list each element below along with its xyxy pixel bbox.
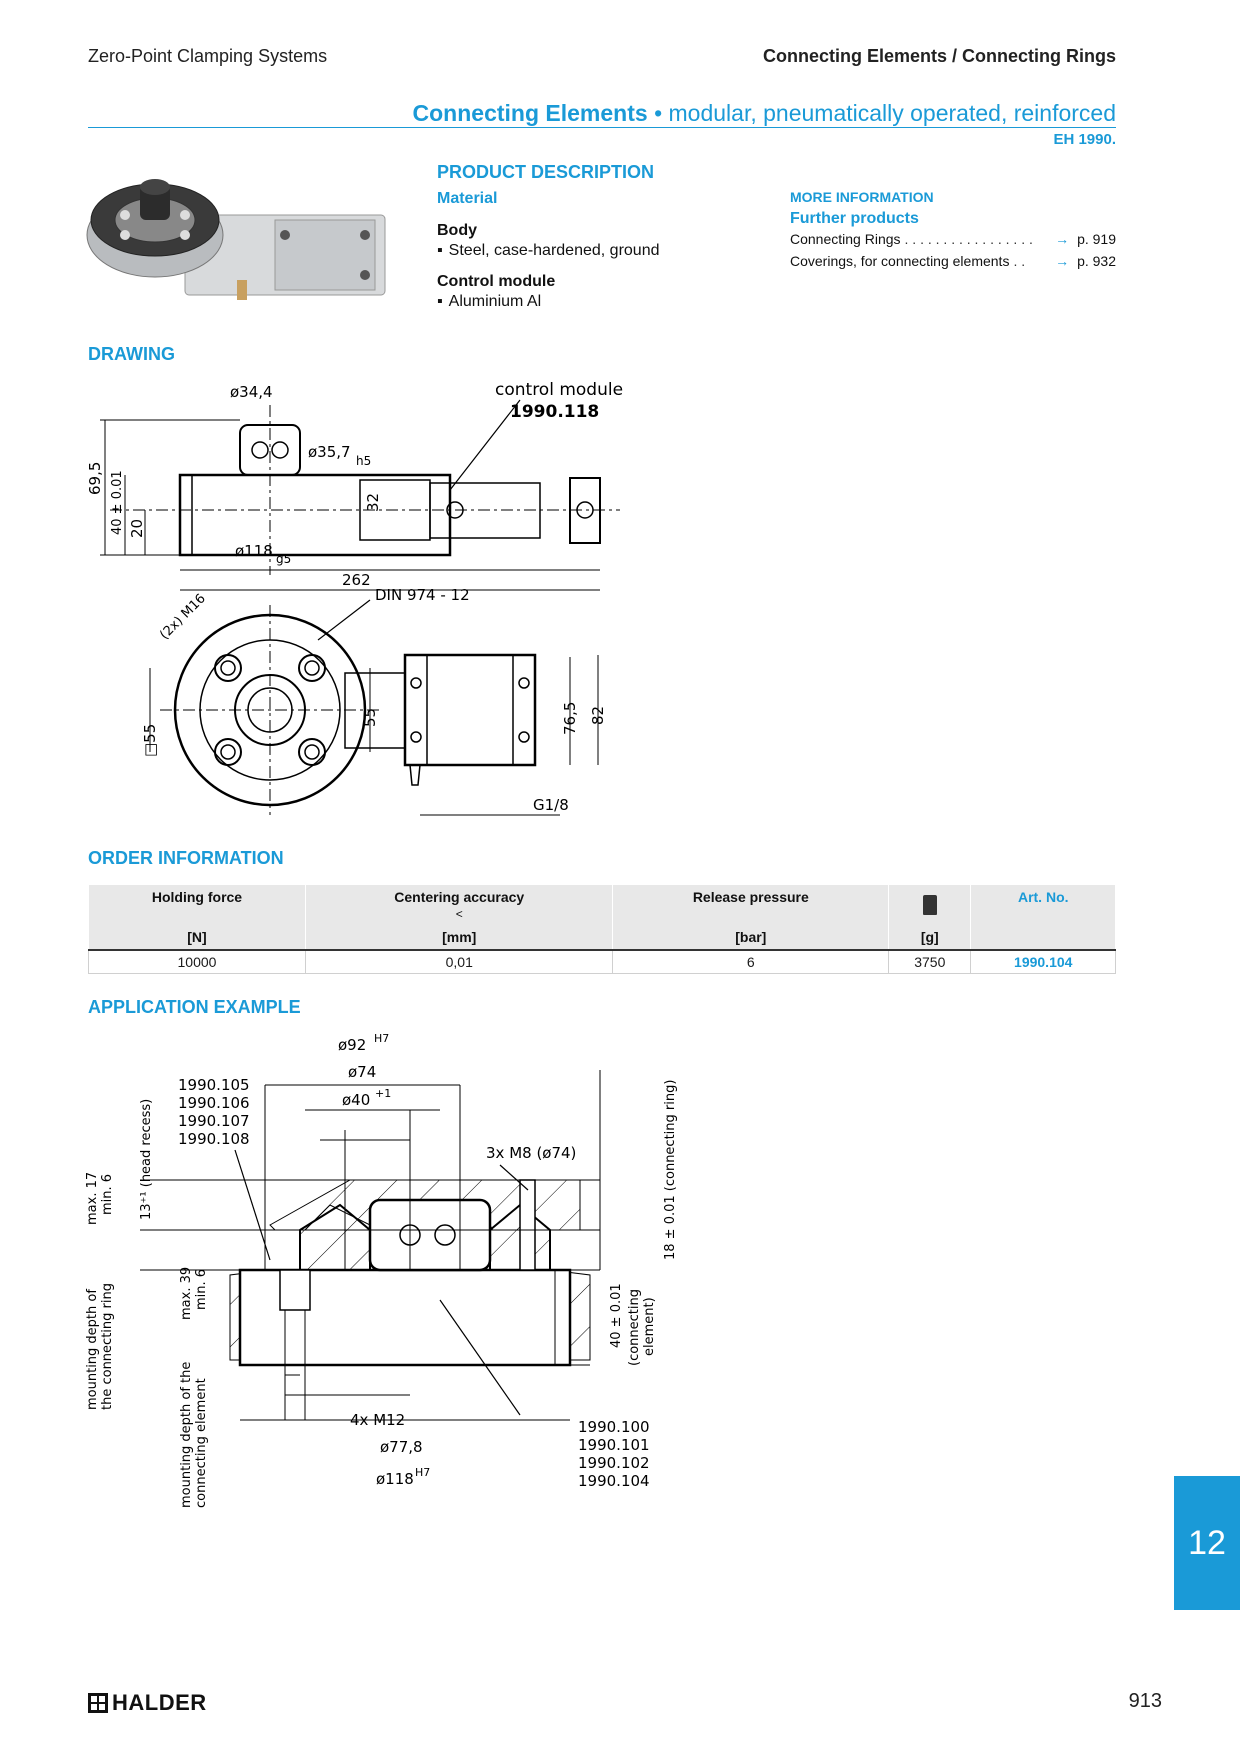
app-d74: ø74 [348, 1063, 377, 1081]
arrow-right-icon: → [1055, 231, 1070, 247]
title-rule [88, 127, 1116, 128]
ring-1990-107: 1990.107 [178, 1112, 250, 1130]
order-units-row [89, 925, 1116, 950]
dim-262: 262 [342, 571, 371, 589]
app-d40: ø40 [342, 1091, 371, 1109]
order-header-row [89, 885, 1116, 925]
element-1990-104: 1990.104 [578, 1472, 650, 1490]
order-table [88, 885, 1116, 974]
app-depth-el-1: mounting depth of the [179, 1361, 194, 1508]
weight-icon [923, 895, 937, 915]
app-d92: ø92 [338, 1036, 367, 1054]
app-depth-ring-1: mounting depth of [85, 1289, 100, 1410]
more-info-heading: MORE INFORMATION [790, 189, 934, 205]
cell-holding-force: 10000 [89, 950, 306, 974]
dim-55: 55 [361, 707, 379, 727]
product-code: EH 1990. [1053, 131, 1116, 148]
app-d77-8: ø77,8 [380, 1438, 423, 1456]
body-item: ▪ Steel, case-hardened, ground [437, 242, 659, 260]
dim-32: 32 [364, 492, 382, 512]
unit-bar: [bar] [613, 925, 889, 950]
further-products-heading: Further products [790, 210, 919, 227]
control-module-label: Control module [437, 273, 556, 290]
col-art-no: Art. No. [971, 885, 1116, 925]
app-depth-el-2: connecting element [194, 1378, 209, 1508]
app-max17: max. 17 [85, 1171, 100, 1225]
cell-art-no[interactable]: 1990.104 [971, 950, 1116, 974]
arrow-right-icon: → [1055, 253, 1070, 269]
brand-name: HALDER [112, 1690, 207, 1715]
app-depth-ring-2: the connecting ring [100, 1283, 115, 1410]
control-module-item: ▪ Aluminium Al [437, 293, 541, 311]
application-heading: APPLICATION EXAMPLE [88, 997, 301, 1017]
ring-1990-106: 1990.106 [178, 1094, 250, 1112]
ref-connecting-rings[interactable] [790, 231, 1116, 247]
col-centering-accuracy [305, 885, 613, 925]
logo-icon [88, 1693, 108, 1713]
front-view [150, 600, 598, 815]
app-plus1: +1 [375, 1087, 392, 1100]
app-h7: H7 [374, 1032, 390, 1045]
col-release-pressure: Release pressure [613, 885, 889, 925]
dim-g5: g5 [276, 552, 292, 566]
din-label: DIN 974 - 12 [375, 586, 470, 604]
brand-logo [88, 1690, 207, 1716]
app-m12: 4x M12 [350, 1411, 406, 1429]
dim-40: 40 ± 0.01 [110, 470, 125, 535]
app-head-recess: 13⁺¹ (head recess) [139, 1098, 154, 1220]
material-heading: Material [437, 190, 498, 207]
dim-h5: h5 [356, 454, 372, 468]
unit-g: [g] [889, 925, 971, 950]
dim-20: 20 [128, 518, 146, 538]
ref-name[interactable]: Coverings, for connecting elements [790, 253, 1010, 269]
unit-n: [N] [89, 925, 306, 950]
order-heading: ORDER INFORMATION [88, 848, 284, 868]
title-main: Connecting Elements [412, 100, 648, 126]
app-max39: max. 39 [179, 1266, 194, 1320]
header-left: Zero-Point Clamping Systems [88, 46, 328, 66]
body-label: Body [437, 222, 477, 239]
air-fitting [237, 280, 247, 300]
page-title [413, 100, 1116, 127]
element-1990-102: 1990.102 [578, 1454, 650, 1472]
dim-m16: (2x) M16 [157, 591, 209, 643]
ref-page: p. 919 [1077, 231, 1116, 247]
dim-d35: ø35,7 [308, 443, 351, 461]
ref-page: p. 932 [1077, 253, 1116, 269]
app-min6-b: min. 6 [194, 1268, 209, 1310]
ring-1990-108: 1990.108 [178, 1130, 250, 1148]
dim-82: 82 [589, 705, 607, 725]
col-centering-label: Centering accuracy [394, 889, 525, 905]
control-module-label: control module [495, 380, 624, 400]
col-weight [889, 885, 971, 925]
product-photo [85, 165, 405, 330]
header-right: Connecting Elements / Connecting Rings [762, 46, 1116, 66]
app-h40: 40 ± 0.01 [609, 1283, 624, 1348]
chapter-tab[interactable]: 12 [1174, 1476, 1240, 1610]
app-ce-1: (connecting [627, 1289, 642, 1366]
unit-art [971, 925, 1116, 950]
dim-69-5: 69,5 [86, 461, 104, 495]
table-row [89, 950, 1116, 974]
dim-sq55: □55 [141, 723, 159, 757]
title-bullet: • [654, 100, 663, 126]
dim-76-5: 76,5 [561, 701, 579, 735]
unit-mm: [mm] [305, 925, 613, 950]
cell-release-pressure: 6 [613, 950, 889, 974]
dim-g1-8: G1/8 [533, 796, 569, 814]
cell-weight: 3750 [889, 950, 971, 974]
app-min6: min. 6 [100, 1173, 115, 1215]
dim-d118: ø118 [235, 542, 273, 560]
app-m8: 3x M8 (ø74) [486, 1144, 577, 1162]
ref-dots: . . [1013, 253, 1026, 269]
product-description-heading: PRODUCT DESCRIPTION [437, 162, 655, 182]
ref-coverings[interactable] [790, 253, 1116, 269]
side-view [100, 400, 620, 590]
cell-centering-accuracy: 0,01 [305, 950, 613, 974]
col-holding-force: Holding force [89, 885, 306, 925]
element-1990-100: 1990.100 [578, 1418, 650, 1436]
ring-1990-105: 1990.105 [178, 1076, 250, 1094]
element-1990-101: 1990.101 [578, 1436, 650, 1454]
app-d118: ø118 [376, 1470, 414, 1488]
app-connecting-ring: 18 ± 0.01 (connecting ring) [663, 1079, 678, 1260]
control-module-number: 1990.118 [510, 402, 600, 422]
drawing-heading: DRAWING [88, 344, 175, 364]
app-h7-b: H7 [415, 1466, 431, 1479]
less-than-symbol: < [455, 907, 463, 921]
title-rest: modular, pneumatically operated, reinforced [668, 100, 1116, 126]
ref-name[interactable]: Connecting Rings [790, 231, 901, 247]
ref-dots: . . . . . . . . . . . . . . . . . [904, 231, 1033, 247]
app-ce-2: element) [642, 1297, 657, 1356]
technical-drawing [80, 375, 700, 825]
page-number: 913 [1128, 1690, 1162, 1712]
dim-d34: ø34,4 [230, 383, 273, 401]
application-drawing [80, 1030, 720, 1530]
